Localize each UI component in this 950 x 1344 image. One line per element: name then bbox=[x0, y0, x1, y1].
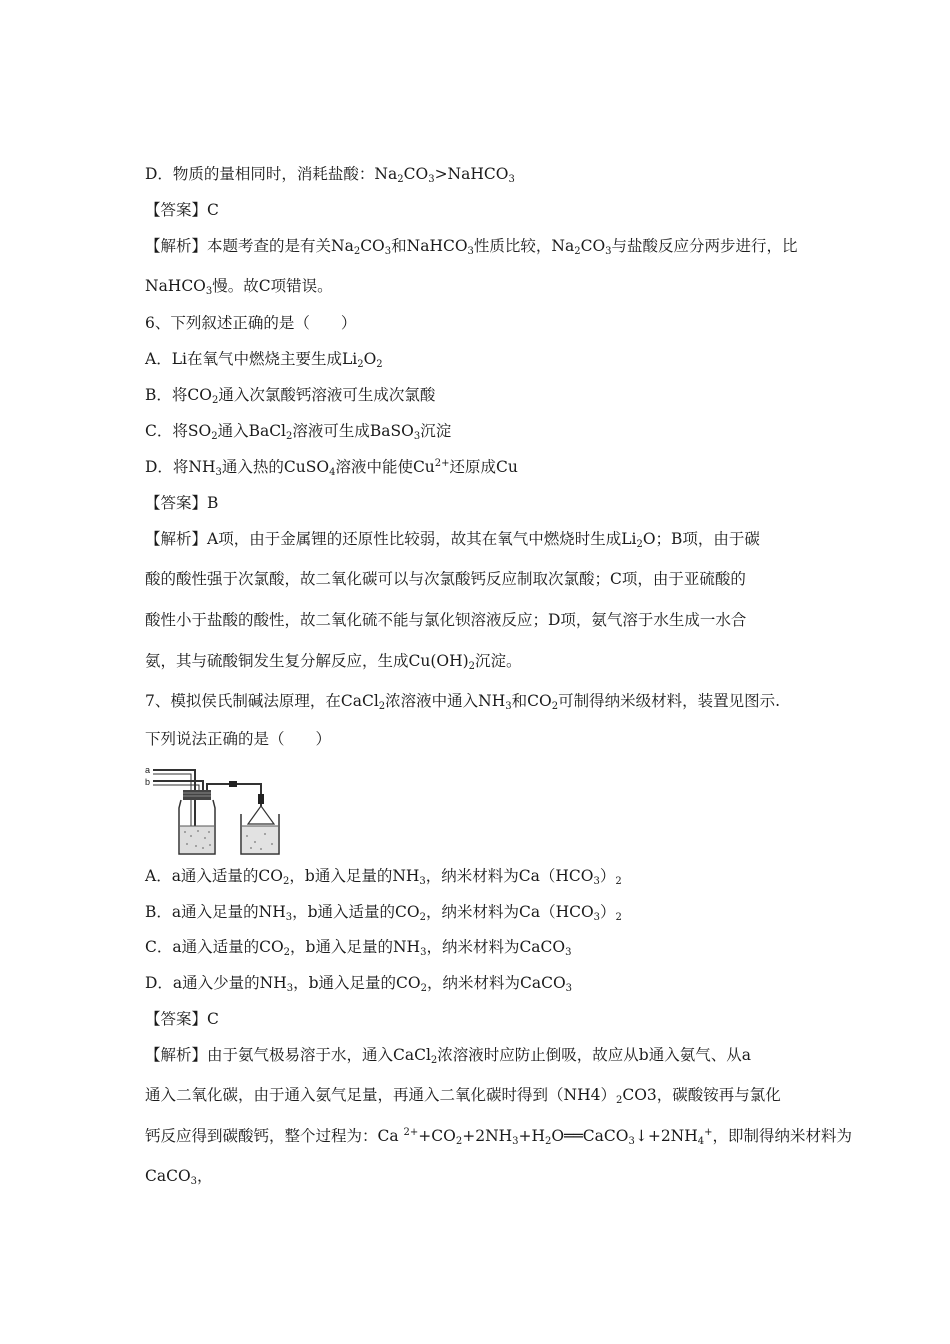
text-line: NaHCO$_3$慢。故C项错误。 bbox=[145, 277, 333, 297]
text-line: D．物质的量相同时，消耗盐酸：$Na_2CO_3>NaHCO_3$ bbox=[145, 165, 515, 185]
text-line: 下列说法正确的是（ ） bbox=[145, 730, 332, 748]
text-line: 【答案】C bbox=[145, 1010, 219, 1028]
text-line: 【答案】B bbox=[145, 494, 219, 512]
text-line: 钙反应得到碳酸钙，整个过程为：Ca $^{2+}+CO_2+2NH_3+H_2O══CaCO_3↓+2NH_4^+$，即制得纳米材料为 bbox=[145, 1127, 853, 1147]
text-line: 6、下列叙述正确的是（ ） bbox=[145, 314, 357, 332]
text-line: B．将$CO_2$通入次氯酸钙溶液可生成次氯酸 bbox=[145, 386, 436, 406]
text-line: 酸的酸性强于次氯酸，故二氧化碳可以与次氯酸钙反应制取次氯酸；C项，由于亚硫酸的 bbox=[145, 570, 746, 588]
text-line: 通入二氧化碳，由于通入氨气足量，再通入二氧化碳时得到$(NH4)_2CO3$，碳酸铵再与氯化 bbox=[145, 1086, 781, 1106]
text-line: A．a通入适量的$CO_2$，b通入足量的$NH_3$，纳米材料为$Ca(HCO_3)_2$ bbox=[145, 867, 622, 887]
text-line: 【解析】由于氨气极易溶于水，通入CaCl$_2$浓溶液时应防止倒吸，故应从b通入氨气、从a bbox=[145, 1046, 751, 1066]
text-line: 氨，其与硫酸铜发生复分解反应，生成$Cu(OH)_2$沉淀。 bbox=[145, 652, 522, 672]
tube-label-b: b bbox=[145, 777, 151, 787]
text-line: 【答案】C bbox=[145, 201, 219, 219]
text-line: CaCO$_3$， bbox=[145, 1167, 213, 1187]
text-line: 【解析】本题考查的是有关$Na_2CO_3$和NaHCO$_3$性质比较，$Na_2CO_3$与盐酸反应分两步进行，比 bbox=[145, 237, 798, 257]
text-line: D．将$NH_3$通入热的CuSO$_4$溶液中能使$Cu^{2+}$还原成Cu bbox=[145, 458, 518, 478]
text-line: 酸性小于盐酸的酸性，故二氧化硫不能与氯化钡溶液反应；D项，氨气溶于水生成一水合 bbox=[145, 611, 747, 629]
text-line: 【解析】A项，由于金属锂的还原性比较弱，故其在氧气中燃烧时生成$Li_2O$；B项，由于碳 bbox=[145, 530, 760, 550]
tube-label-a: a bbox=[145, 765, 151, 775]
text-line: 7、模拟侯氏制碱法原理，在CaCl$_2$浓溶液中通入$NH_3$和$CO_2$可制得纳米级材料，装置见图示. bbox=[145, 692, 781, 712]
gas-apparatus-figure bbox=[143, 760, 283, 860]
text-line: A．Li在氧气中燃烧主要生成$Li_2O_2$ bbox=[145, 350, 383, 370]
text-line: B．a通入足量的$NH_3$，b通入适量的$CO_2$，纳米材料为$Ca(HCO_3)_2$ bbox=[145, 903, 622, 923]
text-line: C．将$SO_2$通入BaCl$_2$溶液可生成BaSO$_3$沉淀 bbox=[145, 422, 452, 442]
text-line: D．a通入少量的$NH_3$，b通入足量的$CO_2$，纳米材料为CaCO$_3$ bbox=[145, 974, 573, 994]
text-line: C．a通入适量的$CO_2$，b通入足量的$NH_3$，纳米材料为CaCO$_3$ bbox=[145, 938, 572, 958]
